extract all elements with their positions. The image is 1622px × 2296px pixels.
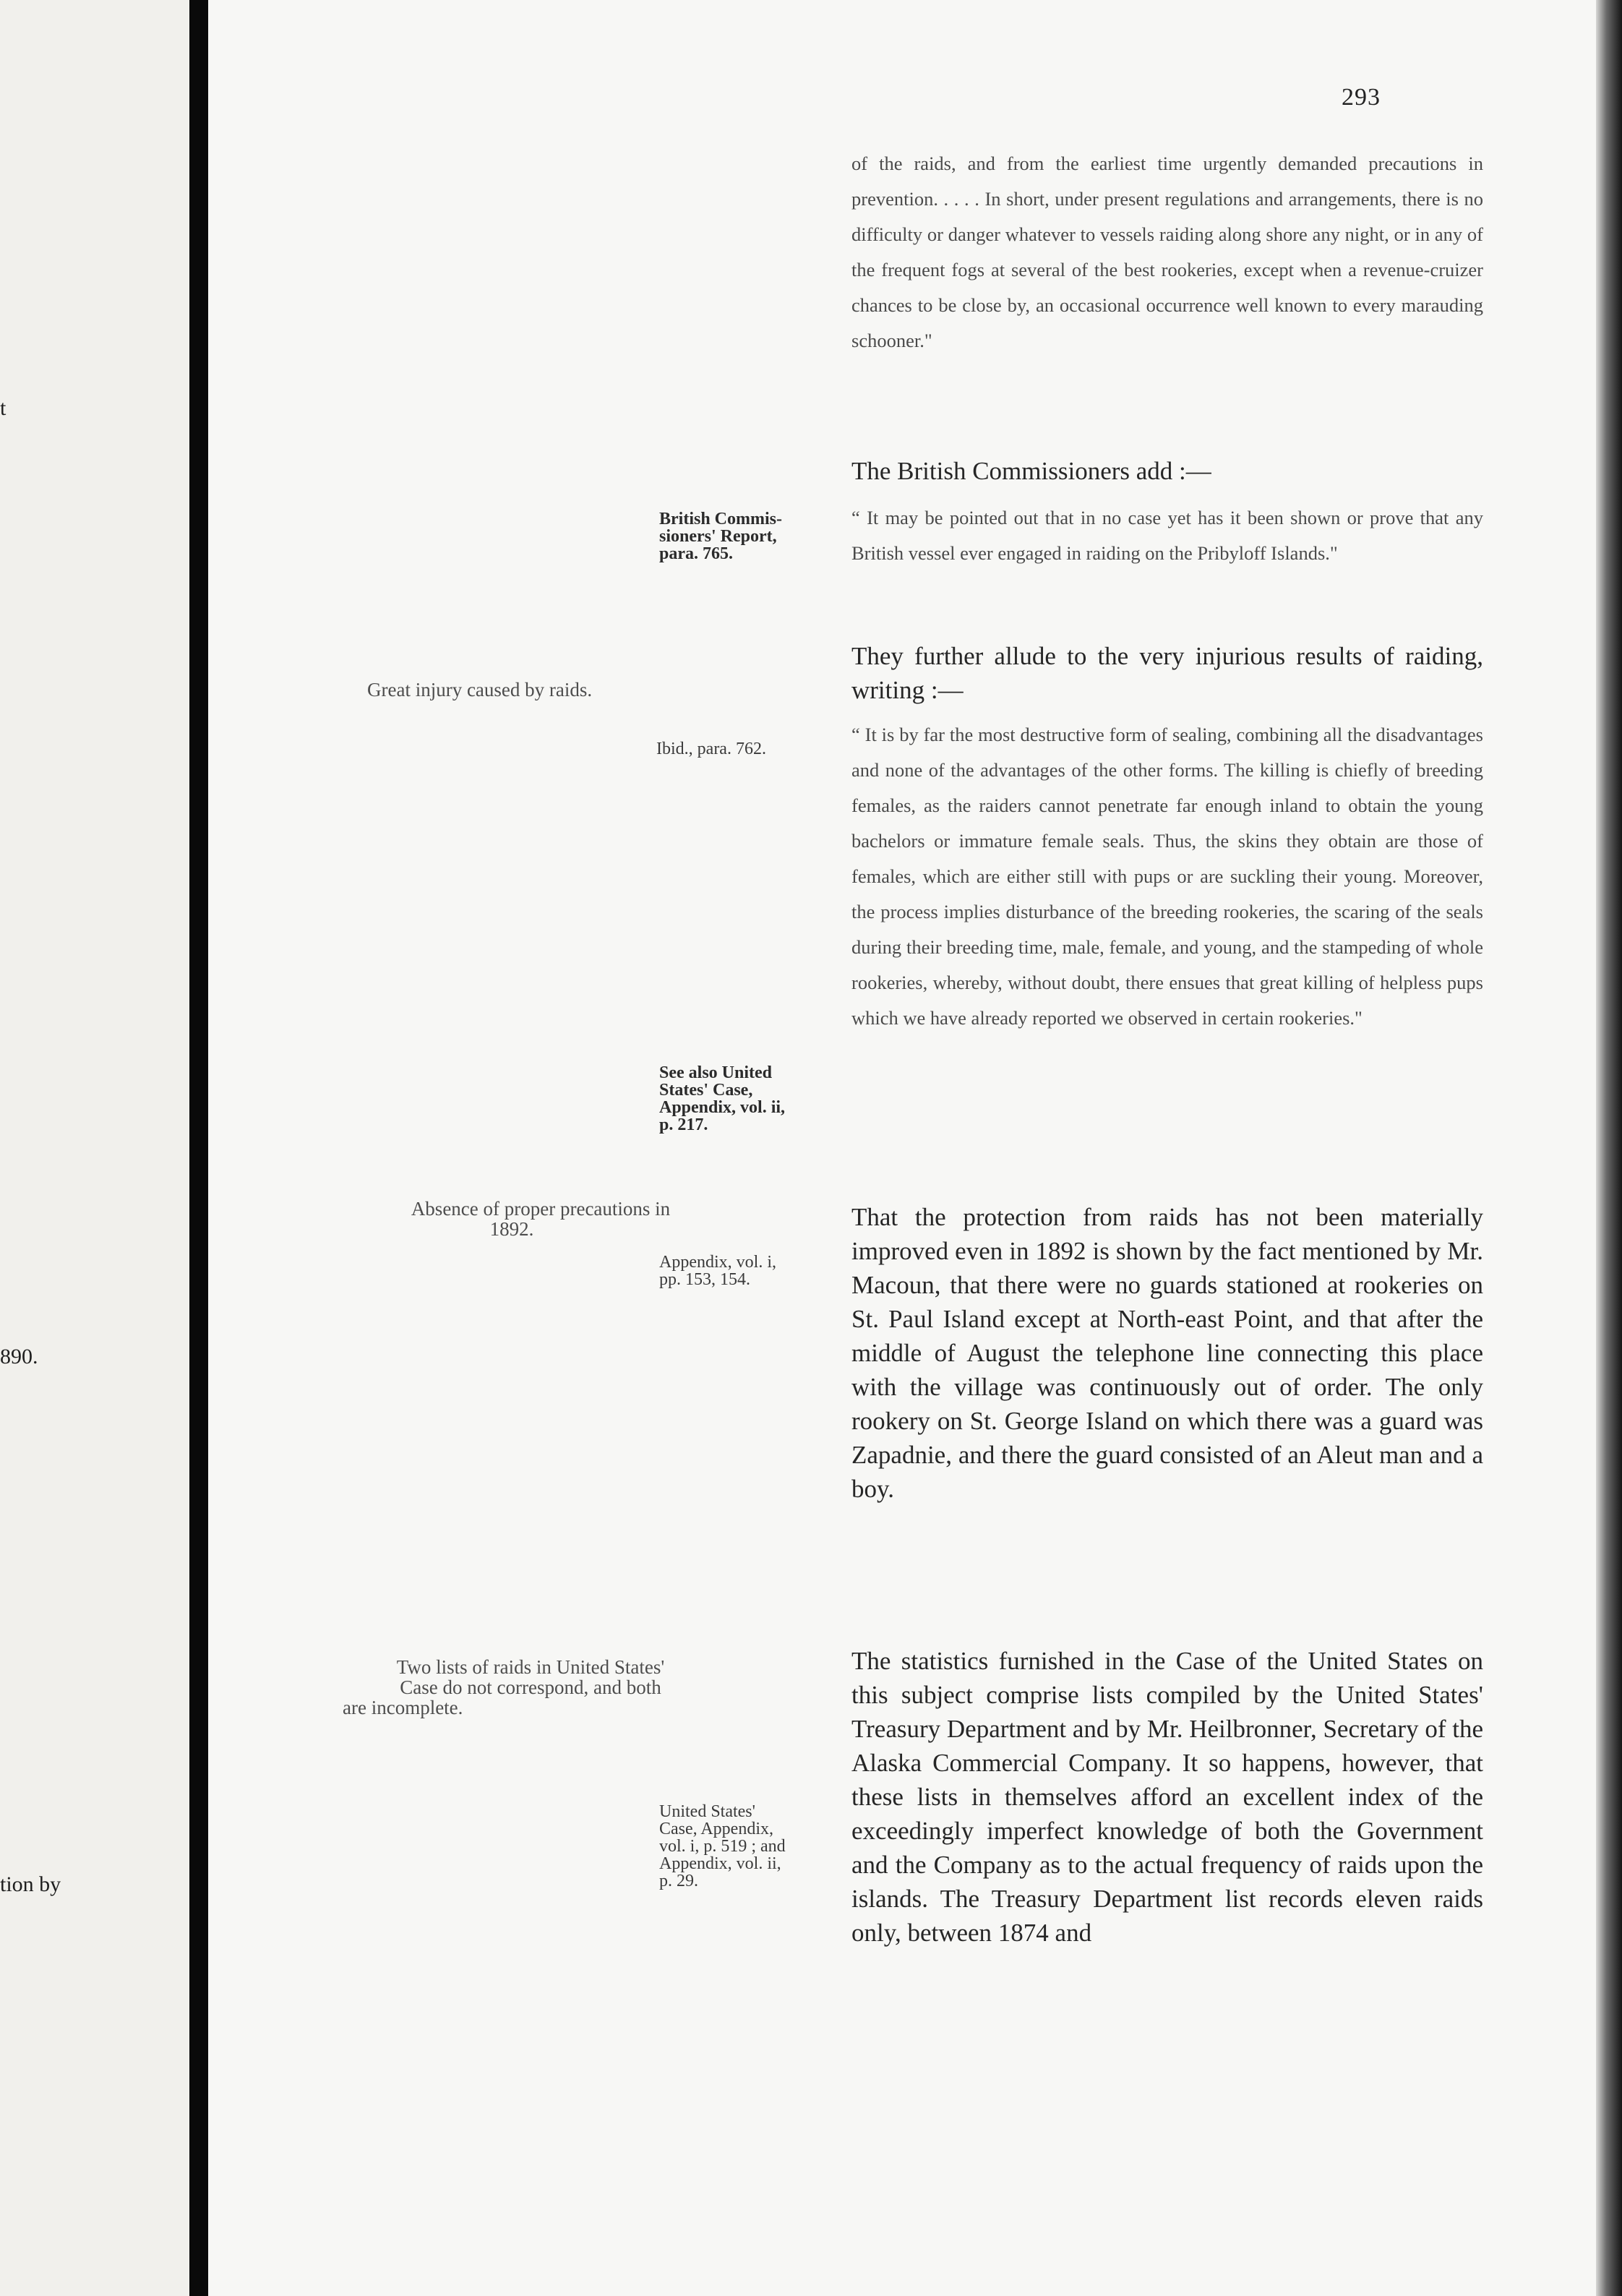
paragraph-statistics: The statistics furnished in the Case of the United States on this subject comprise lists compiled by the United States' Treasury Department and by Mr. Heilbronner, Secretary of the Alaska Commercial Company. It so happens, however, that these lists in themselves afford an excellent index of the exceedingly imperfect knowledge of both the Government and the Company as to the actual frequency of raids upon the islands. The Treasury Department list records eleven raids only, between 1874 and xyxy=(851,1647,1483,1947)
left-page-text-fragment: t xyxy=(0,396,7,420)
left-page-text-fragment: tion by xyxy=(0,1872,61,1896)
margin-reference-british-report: British Commis- sioners' Report, para. 765. xyxy=(659,510,782,563)
right-page xyxy=(208,0,1596,2296)
margin-reference-see-also: See also United States' Case, Appendix, vol. ii, p. 217. xyxy=(659,1063,786,1134)
margin-reference-us-case: United States' Case, Appendix, vol. i, p. 519 ; and Appendix, vol. ii, p. 29. xyxy=(659,1802,786,1890)
page-number: 293 xyxy=(1342,84,1381,111)
quote-block-1: of the raids, and from the earliest time urgently demanded precautions in prevention. . . . . In short, under present regulations and arrangements, there is no difficulty or danger whatever to vessels raiding along shore any night, or in any of the frequent fogs at several of the best rookeries, except when a revenue-cruizer chances to be close by, an occasional occurrence well known to every marauding schooner." xyxy=(851,153,1483,351)
paragraph-injurious-results: They further allude to the very injurious results of raiding, writing :— xyxy=(851,642,1483,704)
quote-block-2: “ It may be pointed out that in no case yet has it been shown or prove that any British vessel ever engaged in raiding on the Pribyloff Islands." xyxy=(851,507,1483,564)
paragraph-protection-1892: That the protection from raids has not been materially improved even in 1892 is shown by the fact mentioned by Mr. Macoun, that there were no guards stationed at rookeries on St. Paul Island except at North-east Point, and that after the middle of August the telephone line connecting this place with the village was continuously out of order. The only rookery on St. George Island on which there was a guard was Zapadnie, and there the guard consisted of an Aleut man and a boy. xyxy=(851,1203,1483,1503)
quote-block-3: “ It is by far the most destructive form of sealing, combining all the disadvantages and none of the advantages of the other forms. The killing is chiefly of breeding females, as the raiders cannot penetrate far enough inland to obtain the young bachelors or immature female seals. Thus, the skins they obtain are those of females, which are either still with pups or are suckling their young. Moreover, the process implies disturbance of the breeding rookeries, the scaring of the seals during their breeding time, male, female, and young, and the stampeding of whole rookeries, whereby, without doubt, there ensues that great killing of helpless pups which we have already reported we observed in certain rookeries." xyxy=(851,724,1483,1029)
paragraph-british-commissioners: The British Commissioners add :— xyxy=(851,457,1211,485)
page-edge-shadow xyxy=(1596,0,1622,2296)
left-page-fragment xyxy=(0,0,189,2296)
left-page-text-fragment: 890. xyxy=(0,1345,38,1368)
margin-topic-two-lists: Two lists of raids in United States' Case do not correspond, and both are incomplete. xyxy=(343,1656,665,1718)
book-gutter xyxy=(189,0,208,2296)
margin-topic-great-injury: Great injury caused by raids. xyxy=(367,679,593,701)
margin-reference-appendix-vol-i: Appendix, vol. i, pp. 153, 154. xyxy=(659,1253,776,1289)
margin-topic-absence-of-precautions: Absence of proper precautions in 1892. xyxy=(411,1198,671,1240)
margin-reference-ibid: Ibid., para. 762. xyxy=(656,740,766,758)
